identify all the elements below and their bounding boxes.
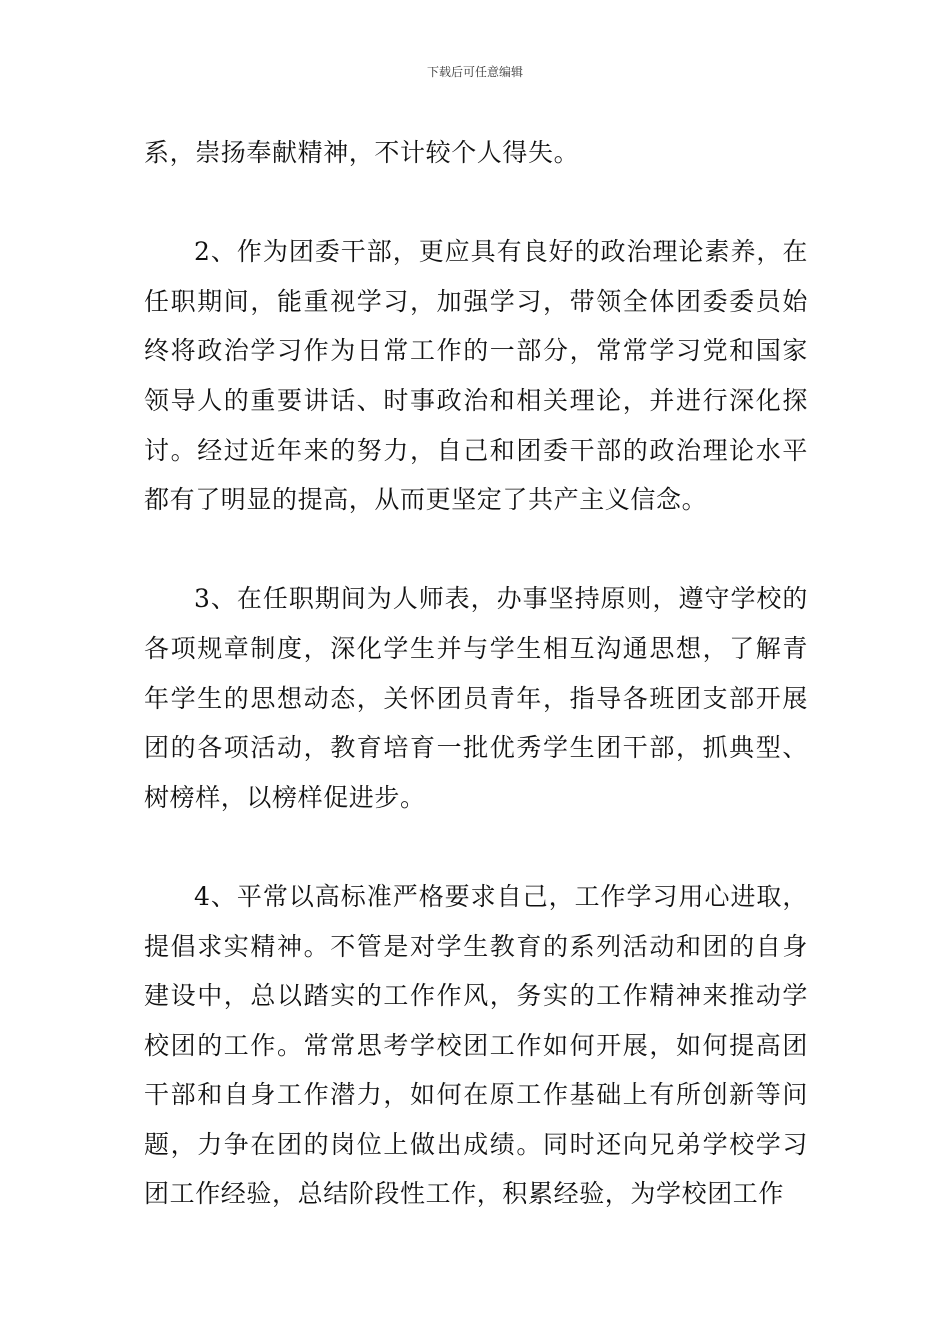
page-header: 下载后可任意编辑 — [426, 65, 523, 79]
paragraph-continuation: 系，崇扬奉献精神，不计较个人得失。 — [144, 138, 580, 167]
document-body — [144, 128, 808, 1219]
paragraph-gap — [144, 525, 808, 575]
paragraph-item-4: 4、平常以高标准严格要求自己，工作学习用心进取，提倡求实精神。不管是对学生教育的系列活动和团的自身建设中，总以踏实的工作作风，务实的工作精神来推动学校团的工作。常常思考学校团工作如何开展，如何提高团干部和自身工作潜力，如何在原工作基础上有所创新等问题，力争在团的岗位上做出成绩。同时还向兄弟学校学习团工作经验，总结阶段性工作，积累经验，为学校团工作 — [144, 881, 808, 1209]
paragraph-item-2: 2、作为团委干部，更应具有良好的政治理论素养，在任职期间，能重视学习，加强学习，带领全体团委委员始终将政治学习作为日常工作的一部分，常常学习党和国家领导人的重要讲话、时事政治和相关理论，并进行深化探讨。经过近年来的努力，自己和团委干部的政治理论水平都有了明显的提高，从而更坚定了共产主义信念。 — [144, 237, 808, 515]
paragraph-gap — [144, 822, 808, 872]
paragraph-gap — [144, 178, 808, 228]
paragraph-item-3: 3、在任职期间为人师表，办事坚持原则，遵守学校的各项规章制度，深化学生并与学生相互沟通思想，了解青年学生的思想动态，关怀团员青年，指导各班团支部开展团的各项活动，教育培育一批优秀学生团干部，抓典型、树榜样，以榜样促进步。 — [144, 584, 808, 812]
